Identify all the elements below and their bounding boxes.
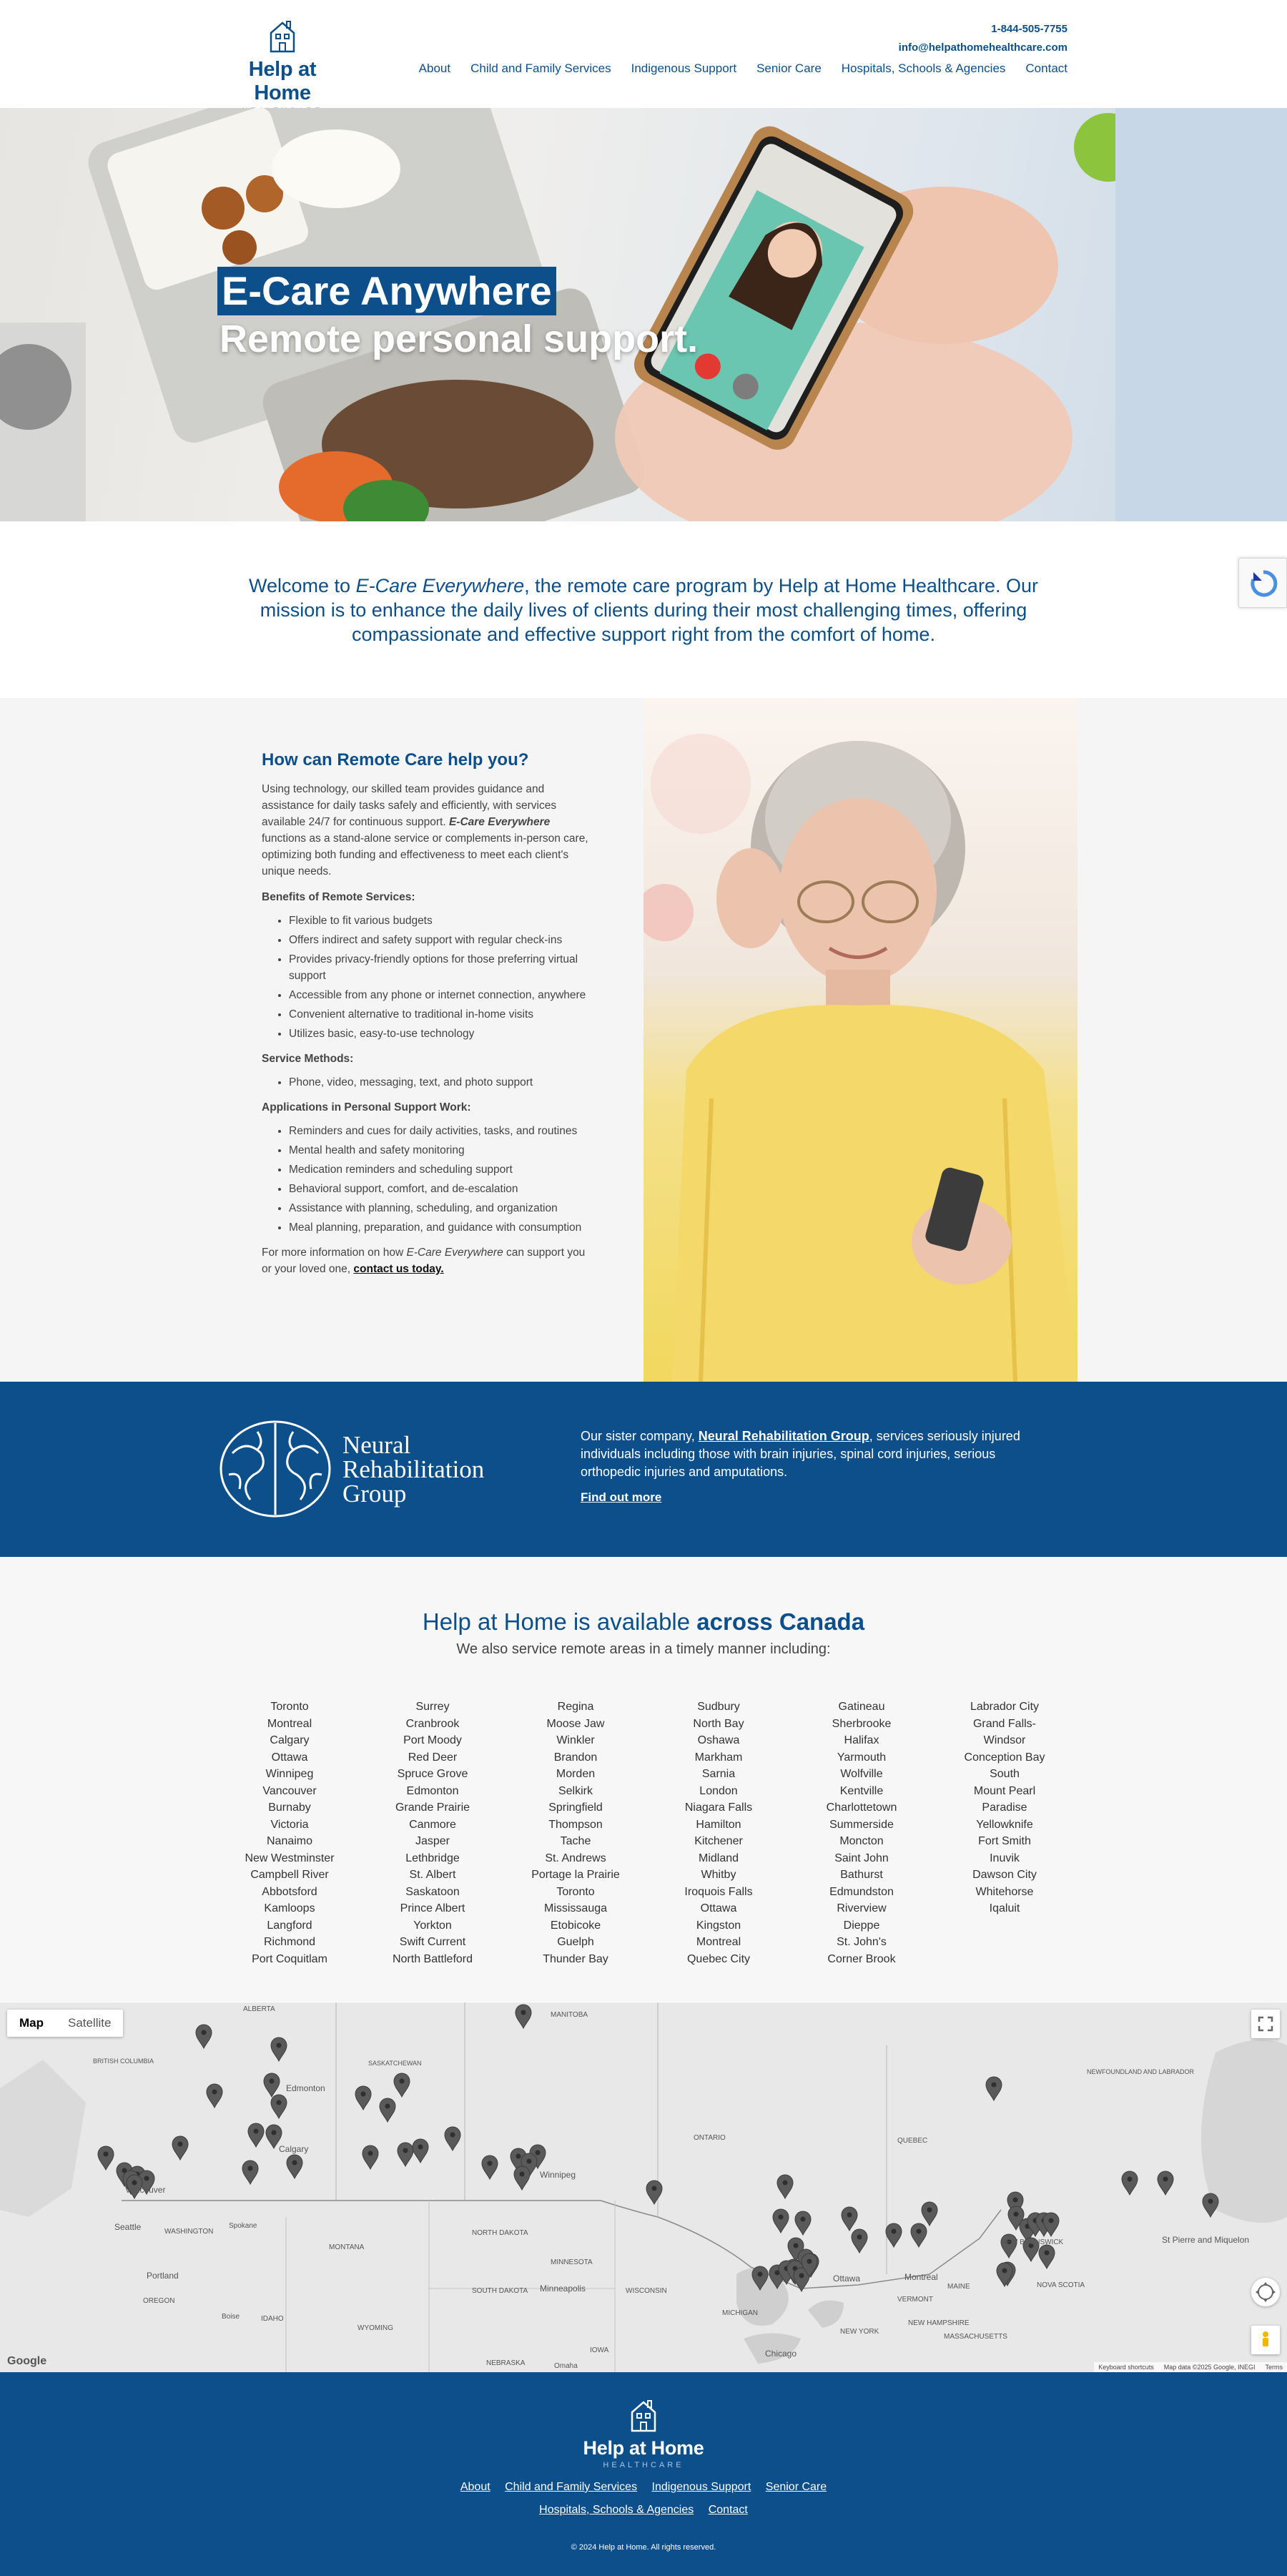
city-name: Thunder Bay <box>543 1952 608 1965</box>
hero-subtitle: Remote personal support. <box>220 318 699 360</box>
city-name: Sherbrooke <box>832 1717 892 1730</box>
intro-lead: Welcome to <box>249 575 356 596</box>
city-name: Edmundston <box>829 1885 894 1898</box>
house-logo-icon <box>268 19 297 53</box>
city-name: Grande Prairie <box>395 1801 470 1814</box>
google-logo: Google <box>7 2355 47 2367</box>
camera-control-button[interactable] <box>1251 2278 1280 2306</box>
list-item: • Phone, video, messaging, text, and photo support <box>289 1074 591 1091</box>
map-pin-dot <box>536 2150 541 2155</box>
city-name: Port Moody <box>403 1734 462 1746</box>
map-pin-dot <box>520 2172 525 2177</box>
logo-name: Help at Home <box>248 58 317 104</box>
service-map[interactable] <box>0 2002 1287 2372</box>
city-name: Toronto <box>556 1885 595 1898</box>
map-place-label: QUEBEC <box>897 2137 928 2145</box>
map-pin-dot <box>212 2090 217 2095</box>
map-place-label: NEBRASKA <box>486 2359 526 2367</box>
remote-care-intro <box>262 781 591 880</box>
map-pin-dot <box>779 2215 784 2220</box>
email-link[interactable]: info@helpathomehealthcare.com <box>898 41 1067 54</box>
map-pin-dot <box>527 2159 532 2164</box>
map-pin-dot <box>807 2259 812 2264</box>
footer-nav-row-2 <box>0 2504 1287 2517</box>
map-tab-satellite[interactable]: Satellite <box>68 2016 112 2030</box>
city-name: Bathurst <box>840 1869 883 1881</box>
city-name: Iqaluit <box>989 1902 1020 1914</box>
map-place-label: SOUTH DAKOTA <box>472 2287 528 2295</box>
methods-title: Service Methods: <box>262 1053 354 1065</box>
footer-nav-senior-care[interactable]: Senior Care <box>765 2481 827 2493</box>
city-name: Yorkton <box>413 1919 452 1932</box>
find-out-more-link[interactable]: Find out more <box>581 1490 662 1504</box>
map-type-control <box>7 2010 123 2037</box>
list-item: • Medication reminders and scheduling support <box>289 1161 591 1178</box>
city-name: Summerside <box>829 1818 894 1831</box>
main-nav <box>419 62 1067 76</box>
map-pin-dot <box>270 2079 275 2084</box>
footer-nav-about[interactable]: About <box>460 2481 490 2493</box>
list-item: • Assistance with planning, scheduling, and organization <box>289 1200 591 1216</box>
map-place-label: Spokane <box>229 2222 257 2230</box>
city-name: Yarmouth <box>837 1751 887 1764</box>
city-name: Spruce Grove <box>397 1768 468 1780</box>
list-item: • Meal planning, preparation, and guidance with consumption <box>289 1219 591 1236</box>
city-name: Paradise <box>982 1801 1027 1814</box>
site-footer <box>0 2372 1287 2576</box>
city-name: Portage la Prairie <box>531 1869 620 1881</box>
map-pin-dot <box>488 2161 493 2166</box>
city-name: Mount Pearl <box>973 1784 1036 1797</box>
city-name: Thompson <box>548 1818 603 1831</box>
neural-rehab-banner <box>0 1382 1287 1557</box>
city-name: Abbotsford <box>262 1885 317 1898</box>
city-name: Surrey <box>415 1701 450 1713</box>
senior-woman-illustration <box>644 698 1078 1382</box>
map-pin-dot <box>917 2229 922 2234</box>
city-name: Langford <box>267 1919 312 1932</box>
map-place-label: NEW BRUNSWICK <box>1001 2238 1064 2246</box>
terms-link[interactable]: Terms <box>1265 2364 1283 2371</box>
map-place-label: ALBERTA <box>243 2005 275 2013</box>
city-name: Lethbridge <box>405 1852 460 1864</box>
neural-rehab-name <box>342 1430 485 1508</box>
house-logo-icon <box>629 2398 658 2432</box>
map-place-label: Chicago <box>765 2349 797 2359</box>
map-pin-dot <box>292 2160 297 2165</box>
city-name: Fort Smith <box>978 1835 1031 1847</box>
city-name: Guelph <box>557 1936 594 1948</box>
city-name: Iroquois Falls <box>684 1885 753 1898</box>
city-name: Labrador City <box>970 1701 1040 1713</box>
neural-rehab-link[interactable]: Neural Rehabilitation Group <box>698 1429 869 1443</box>
nav-contact[interactable]: Contact <box>1025 62 1067 75</box>
city-name: Calgary <box>270 1734 310 1746</box>
map-place-label: Seattle <box>114 2222 142 2232</box>
intro-text <box>236 574 1051 647</box>
map-tab-map[interactable]: Map <box>19 2016 44 2030</box>
map-pin-dot <box>104 2152 109 2157</box>
map-place-label: Minneapolis <box>540 2284 586 2294</box>
city-name: North Battleford <box>392 1952 473 1965</box>
nav-hospitals[interactable]: Hospitals, Schools & Agencies <box>841 62 1006 75</box>
city-name: Yellowknife <box>976 1818 1033 1831</box>
map-place-label: Montreal <box>904 2272 938 2282</box>
map-pin-dot <box>801 2217 806 2222</box>
closing-text <box>262 1244 591 1277</box>
city-name: Kamloops <box>264 1902 315 1914</box>
hero-image <box>0 108 1287 521</box>
intro-program-name: E-Care Everywhere <box>355 575 525 596</box>
map-place-label: IDAHO <box>261 2315 284 2323</box>
map-pin-dot <box>1163 2177 1168 2182</box>
applications-title: Applications in Personal Support Work: <box>262 1101 471 1114</box>
list-item: • Behavioral support, comfort, and de-escalation <box>289 1181 591 1197</box>
city-name: Sarnia <box>701 1768 736 1780</box>
map-pin-dot <box>1208 2199 1213 2204</box>
list-item: • Mental health and safety monitoring <box>289 1142 591 1159</box>
recaptcha-badge[interactable] <box>1238 558 1287 608</box>
map-place-label: NOVA SCOTIA <box>1037 2281 1085 2289</box>
heading-part: Help at Home is available <box>422 1608 697 1635</box>
map-pin-dot <box>403 2148 408 2153</box>
nav-child-family[interactable]: Child and Family Services <box>470 62 611 75</box>
city-name: Swift Current <box>399 1936 466 1948</box>
list-item: • Flexible to fit various budgets <box>289 913 591 929</box>
map-pin-dot <box>277 2100 282 2105</box>
city-name: Saint John <box>834 1852 889 1864</box>
city-name: Brandon <box>553 1751 598 1764</box>
keyboard-shortcuts-link[interactable]: Keyboard shortcuts <box>1098 2364 1154 2371</box>
city-name: South <box>990 1768 1020 1780</box>
city-name: Canmore <box>409 1818 456 1831</box>
map-place-label: NORTH DAKOTA <box>472 2229 528 2237</box>
map-pin-dot <box>144 2176 149 2181</box>
program-name: E-Care Everywhere <box>406 1247 503 1259</box>
neural-text-part: , services seriously injured individuals including those with brain injuries, spinal cord injuries, serious orthopedic injuries and amputations. <box>581 1429 1020 1479</box>
list-item: • Convenient alternative to traditional in-home visits <box>289 1006 591 1023</box>
availability-subheading: We also service remote areas in a timely manner including: <box>456 1641 831 1657</box>
fullscreen-button[interactable] <box>1251 2010 1280 2038</box>
city-name: Whitehorse <box>975 1885 1034 1898</box>
map-pin-dot <box>1049 2218 1054 2223</box>
remote-care-heading: How can Remote Care help you? <box>262 750 529 770</box>
city-name: Tache <box>560 1835 591 1847</box>
heading-emphasis: across Canada <box>696 1608 865 1635</box>
map-pin-dot <box>758 2272 763 2277</box>
map-pin-dot <box>783 2181 788 2186</box>
map-place-label: MANITOBA <box>551 2011 588 2019</box>
nav-senior-care[interactable]: Senior Care <box>756 62 822 75</box>
site-logo[interactable] <box>218 19 347 115</box>
city-list <box>218 1699 1076 1967</box>
map-pin-dot <box>418 2145 423 2150</box>
neural-rehab-description <box>581 1427 1038 1481</box>
map-place-label: NEW YORK <box>840 2328 879 2336</box>
city-name: Hamilton <box>696 1818 741 1831</box>
footer-logo-subtitle: HEALTHCARE <box>603 2461 684 2469</box>
availability-section <box>0 1557 1287 2002</box>
map-pin-dot <box>254 2129 259 2134</box>
map-pin-dot <box>927 2208 932 2213</box>
city-name: Jasper <box>415 1835 450 1847</box>
map-place-label: MICHIGAN <box>722 2309 758 2317</box>
city-name: Conception Bay <box>964 1751 1045 1764</box>
city-name: Wolfville <box>840 1768 883 1780</box>
map-pin-dot <box>248 2166 253 2171</box>
program-name: E-Care Everywhere <box>448 816 551 828</box>
map-pin-dot <box>277 2043 282 2048</box>
city-column <box>647 1699 790 1967</box>
map-attribution <box>1094 2362 1287 2372</box>
city-name: Quebec City <box>686 1952 751 1965</box>
list-item: • Offers indirect and safety support with regular check-ins <box>289 932 591 948</box>
closing-part: For more information on how <box>262 1247 407 1259</box>
city-name: Moncton <box>839 1835 884 1847</box>
neural-name-line: Rehabilitation <box>342 1455 485 1483</box>
city-name: Richmond <box>263 1936 316 1948</box>
city-name: Mississauga <box>543 1902 608 1914</box>
city-name: Ottawa <box>700 1902 737 1914</box>
recaptcha-icon <box>1249 569 1278 598</box>
city-name: Kingston <box>696 1919 741 1932</box>
map-place-label: MASSACHUSETTS <box>944 2333 1007 2341</box>
street-view-button[interactable] <box>1251 2326 1280 2354</box>
city-name: Campbell River <box>250 1869 329 1881</box>
city-name: Oshawa <box>697 1734 740 1746</box>
city-name: Cranbrook <box>405 1717 460 1730</box>
list-item: • Accessible from any phone or internet connection, anywhere <box>289 987 591 1003</box>
map-place-label: Edmonton <box>286 2083 325 2093</box>
city-name: Moose Jaw <box>546 1717 605 1730</box>
city-name: Gatineau <box>838 1701 885 1713</box>
header-contact <box>899 20 1067 57</box>
city-name: Grand Falls- <box>972 1717 1037 1730</box>
city-name: Edmonton <box>406 1784 459 1797</box>
city-name: Halifax <box>844 1734 879 1746</box>
map-pin-dot <box>892 2229 897 2234</box>
applications-list <box>289 1123 591 1236</box>
city-name: Nanaimo <box>266 1835 313 1847</box>
map-place-label: ONTARIO <box>694 2134 726 2142</box>
intro-part: Using technology, our skilled team provides guidance and assistance for daily tasks safely and efficiently, with services available 24/7 for continuous support. <box>262 783 557 828</box>
city-column <box>790 1699 933 1967</box>
hero-title: E-Care Anywhere <box>217 267 556 315</box>
city-name: Burnaby <box>268 1801 311 1814</box>
fullscreen-icon <box>1251 2010 1280 2038</box>
neural-name-line: Group <box>342 1479 407 1508</box>
nav-indigenous[interactable]: Indigenous Support <box>631 62 737 75</box>
footer-nav-child-family[interactable]: Child and Family Services <box>505 2481 638 2493</box>
city-name: St. Albert <box>409 1869 456 1881</box>
move-arrows-icon <box>1251 2278 1280 2306</box>
contact-us-link[interactable]: contact us today. <box>353 1263 444 1275</box>
map-place-label: VERMONT <box>897 2296 933 2304</box>
map-pin-dot <box>368 2151 373 2156</box>
map-pin-dot <box>521 2010 526 2015</box>
city-name: Saskatoon <box>405 1885 460 1898</box>
map-pin-dot <box>272 2130 277 2135</box>
city-name: Springfield <box>548 1801 603 1814</box>
city-name: Kitchener <box>694 1835 743 1847</box>
neural-rehab-logo[interactable] <box>218 1417 484 1521</box>
city-column <box>361 1699 504 1967</box>
city-name: Riverview <box>837 1902 887 1914</box>
map-place-label: OREGON <box>143 2297 175 2305</box>
list-item: • Reminders and cues for daily activities, tasks, and routines <box>289 1123 591 1139</box>
footer-nav-hospitals[interactable]: Hospitals, Schools & Agencies <box>539 2504 694 2516</box>
map-pin-dot <box>516 2154 521 2159</box>
map-place-label: Calgary <box>279 2144 309 2154</box>
map-pin-dot <box>450 2133 455 2138</box>
city-name: Inuvik <box>990 1852 1020 1864</box>
map-place-label: NEW HAMPSHIRE <box>908 2319 970 2327</box>
remote-care-section <box>0 698 1287 1382</box>
map-place-label: St Pierre and Miquelon <box>1162 2235 1250 2245</box>
footer-nav-row-1 <box>0 2481 1287 2494</box>
map-pin-dot <box>992 2083 997 2088</box>
city-name: Victoria <box>270 1818 309 1831</box>
map-pin-dot <box>847 2213 852 2218</box>
map-place-label: SASKATCHEWAN <box>368 2060 422 2067</box>
list-item: • Provides privacy-friendly options for those preferring virtual support <box>289 951 591 984</box>
city-column <box>218 1699 361 1967</box>
city-name: London <box>699 1784 738 1797</box>
pegman-icon <box>1251 2326 1280 2354</box>
city-name: Corner Brook <box>827 1952 896 1965</box>
city-name: Sudbury <box>697 1701 740 1713</box>
city-name: Winkler <box>556 1734 595 1746</box>
map-place-label: Winnipeg <box>540 2170 576 2180</box>
copyright: © 2024 Help at Home. All rights reserved. <box>571 2543 716 2552</box>
intro-body: , the remote care program by Help at Home Healthcare. Our mission is to enhance the daily lives of clients during their most challenging times, offering compassionate and effective support right from the comfort of home. <box>260 575 1038 645</box>
map-canvas[interactable] <box>0 2002 1287 2372</box>
map-place-label: Boise <box>222 2313 240 2321</box>
city-name: New Westminster <box>245 1852 335 1864</box>
city-name: Windsor <box>983 1734 1026 1746</box>
city-name: Charlottetown <box>826 1801 897 1814</box>
city-name: Winnipeg <box>265 1768 314 1780</box>
hero-banner <box>0 108 1287 521</box>
city-name: Port Coquitlam <box>252 1952 327 1965</box>
city-name: Selkirk <box>558 1784 593 1797</box>
map-pin-dot <box>202 2030 207 2035</box>
city-name: Ottawa <box>271 1751 308 1764</box>
city-name: Markham <box>694 1751 743 1764</box>
phone-link[interactable]: 1-844-505-7755 <box>991 23 1067 35</box>
city-name: Montreal <box>267 1717 312 1730</box>
intro-part: functions as a stand-alone service or complements in-person care, optimizing both funding and effectiveness to meet each client's unique needs. <box>262 832 588 877</box>
senior-woman-photo <box>644 698 1078 1382</box>
map-pin-dot <box>361 2092 366 2097</box>
map-pin-dot <box>385 2104 390 2109</box>
map-pin-dot <box>652 2186 657 2191</box>
map-place-label: Portland <box>147 2271 179 2281</box>
map-place-label: Ottawa <box>833 2273 861 2284</box>
map-place-label: MAINE <box>947 2283 970 2291</box>
map-pin-dot <box>799 2273 804 2278</box>
city-name: Kentville <box>839 1784 884 1797</box>
city-name: Whitby <box>701 1869 736 1881</box>
list-item: • Utilizes basic, easy-to-use technology <box>289 1026 591 1042</box>
map-place-label: NEWFOUNDLAND AND LABRADOR <box>1087 2068 1195 2075</box>
city-column <box>504 1699 647 1967</box>
map-place-label: MINNESOTA <box>551 2258 593 2266</box>
city-name: Dieppe <box>843 1919 880 1932</box>
map-pin-dot <box>1013 2198 1018 2203</box>
footer-logo[interactable] <box>572 2398 715 2469</box>
city-name: Regina <box>557 1701 594 1713</box>
neural-name-line: Neural <box>342 1430 411 1459</box>
map-place-label: Omaha <box>554 2362 578 2370</box>
footer-nav-indigenous[interactable]: Indigenous Support <box>651 2481 751 2493</box>
map-pin-dot <box>857 2235 862 2240</box>
methods-list <box>289 1074 591 1091</box>
map-pin-dot <box>1045 2251 1050 2256</box>
nav-about[interactable]: About <box>418 62 451 75</box>
map-pin-dot <box>1002 2268 1007 2273</box>
benefits-title: Benefits of Remote Services: <box>262 891 415 903</box>
map-pin-dot <box>1014 2212 1019 2217</box>
map-pin-dot <box>178 2142 183 2147</box>
city-name: Toronto <box>270 1701 309 1713</box>
closing-part: can support you or your loved one, <box>262 1247 586 1275</box>
city-name: Midland <box>698 1852 739 1864</box>
brain-logo-icon <box>218 1417 332 1521</box>
availability-heading <box>0 1608 1287 1636</box>
neural-text-part: Our sister company, <box>581 1429 699 1443</box>
footer-logo-name: Help at Home <box>583 2437 704 2459</box>
map-place-label: WASHINGTON <box>164 2228 214 2236</box>
city-column <box>933 1699 1076 1967</box>
city-name: Montreal <box>696 1936 741 1948</box>
city-name: Vancouver <box>262 1784 317 1797</box>
city-name: St. John's <box>837 1936 887 1948</box>
remote-care-text <box>262 749 591 1287</box>
city-name: St. Andrews <box>545 1852 606 1864</box>
footer-nav-contact[interactable]: Contact <box>708 2504 748 2516</box>
city-name: Etobicoke <box>550 1919 601 1932</box>
map-place-label: MONTANA <box>329 2243 365 2251</box>
map-pin-dot <box>400 2079 405 2084</box>
city-name: Prince Albert <box>400 1902 465 1914</box>
map-place-label: BRITISH COLUMBIA <box>93 2058 154 2065</box>
map-place-label: WYOMING <box>358 2324 393 2332</box>
map-data-credit: Map data ©2025 Google, INEGI <box>1163 2364 1256 2371</box>
city-name: North Bay <box>693 1717 744 1730</box>
benefits-list <box>289 913 591 1042</box>
site-header <box>0 0 1287 108</box>
city-name: Morden <box>556 1768 596 1780</box>
map-pin-dot <box>1128 2177 1133 2182</box>
city-name: Red Deer <box>408 1751 458 1764</box>
map-place-label: Vancouver <box>125 2185 166 2195</box>
city-name: Niagara Falls <box>684 1801 753 1814</box>
city-name: Dawson City <box>972 1869 1037 1881</box>
map-place-label: IOWA <box>590 2346 609 2354</box>
map-pin-dot <box>794 2243 799 2248</box>
map-place-label: WISCONSIN <box>626 2287 667 2295</box>
